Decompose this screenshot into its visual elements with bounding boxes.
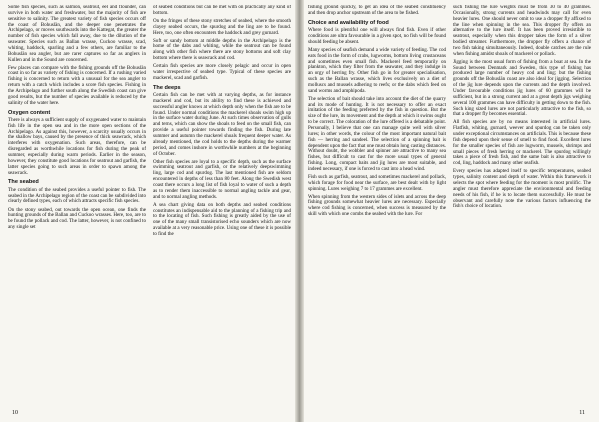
paragraph: such fishing the lure weights must be from 30 to 40 grammes. Occasionally, strong currents and headwinds may call for even heavier lures. One should never omit to use a dropper fly affixed to the line when spinning in the sea. This dropper fly offers an alternative to the lure itself. It has been proved irresistible to seatrout, especially when this dropper takes the form of a silver bodied streamer. Furthermore, the dropper fly offers a chance of two fish taking simultaneously. Indeed, double catches are the rule when fishing amidst shoals of mackerel or pollack. xyxy=(453,5,591,57)
paragraph: On the stony seabed, out towards the open ocean, one finds the hunting grounds of the Ballan and Cuckoo wrasses. Here, too, are to be found the pollack and cod. The latter, however, is not confined to any single set xyxy=(8,206,146,231)
paragraph: On the fringes of these stony stretches of seabed, where the smooth clayey seabed occurs, the spurdog and the ling are to be found. Here, too, one often encounters the haddock and grey gurnard. xyxy=(153,17,291,36)
paragraph: Some fish species, such as salmon, seatrout, eel and flounder, can survive in both water and freshwater, but the majority of fish are sensitive to salinity. The greatest variety of fish species occurs off the coast of Bohuslän, and the deeper one penetrates the Archipelago, or moves southwards into the Kattegat, the greater the number of fish species which fall away, due to the dilution of the seawater. Species such as Ballan wrasse, Cuckoo wrasse, scad, whiting, haddock, sparling and a few others, are familiar to the Bohuslän sea angler, but are rarer captures so far as anglers in Kullen and in the Sound are concerned. xyxy=(8,5,146,63)
paragraph: Jigging is the most usual form of fishing from a boat at sea. In the Sound between Denmark and Sweden, this type of fishing has produced large number of heavy cod and ling; but the fishing grounds off the Bohuslän coast are also ideal for jigging. Selection of the jig lure depends upon the currents and the depth involved. Under favourable conditions jig lures of 60 grammes will be sufficient, but in a strong current and at a great depth jigs weighing several 100 grammes can have difficulty in getting down to the fish. Such king sized lures are not particularly attractive to the fish, so that a dropper fly becomes essential. xyxy=(453,58,591,118)
paragraph: Certain fish species are more closely pelagic and occur in open water irrespective of seabed type. Typical of these species are mackerel, scad and garfish. xyxy=(153,63,291,81)
page-number-right: 11 xyxy=(579,410,585,416)
section-heading-deeps: The deeps xyxy=(153,84,181,91)
paragraph: Where food is plentiful one will always find fish. Even if other conditions are ultra favourable in a given spot, no fish will be found should feeding be absent. xyxy=(308,27,446,45)
paragraph: Few places can compare with the fishing grounds off the Bohuslän coast in so far as variety of fishing is concerned. If a rushing varied fishing is concerned to return with a unusual for the sea angler to return with a catch which includes a score fish species. Fishing in the Archipelago and further south along the Swedish coast can give good results, but the number of species available is reduced by the salinity of the water here. xyxy=(8,64,146,106)
section-heading-food: Choice and availability of food xyxy=(308,19,389,26)
paragraph: Every species has adapted itself to specific temperatures, seabed types, salinity content and depth of water. Within this framework it selects the spot where feeding for the moment is most prolific. The angler must therefore appreciate the environmental and feeding needs of his fish, if he is to locate them successfully. He must be observant and carefully note the various factors influencing the fish's choice of location. xyxy=(453,168,591,210)
paragraph: The condition of the seabed provides a useful pointer to fish. The seabed in the Archipelago region of the coast can be subdivided into clearly defined types, each of which attracts specific fish species. xyxy=(8,186,146,205)
right-page xyxy=(302,0,599,422)
left-page-columns xyxy=(8,5,291,405)
section-heading-oxygen: Oxygen content xyxy=(8,109,51,116)
right-page-columns xyxy=(308,5,591,405)
page-number-left: 10 xyxy=(12,410,18,416)
left-page xyxy=(0,0,297,422)
paragraph: Soft or sandy bottom at middle depths in the Archipelago is the home of the dabs and whiting, while the seatrout can be found along with other fish where there are stony bottoms and soft clay bottom where there is seawrack and cod. xyxy=(153,37,291,62)
section-heading-seabed: The seabed xyxy=(8,179,39,186)
paragraph: Certain fish can be met with at varying depths, as for instance mackerel and cod, but its ability to find these is achieved and successful angler knows at which depth only when the fish are to be found. Under normal conditions the mackerel shoals swim high up in the surface water during June. At such times observation of gulls and terns, which can show the shoals to feed on the small fish, can provide a useful pointer towards finding the fish. During late summer and autumn the mackerel shoals frequent deeper water. As already mentioned, the cod holds to the depths during the warmer period, and comes inshore in worthwhile numbers at the beginning of October. xyxy=(153,92,291,157)
paragraph: The selection of bait should take into account the diet of the quarry and its mode of hunting. It is not necessary to offer an exact imitation of the feeding preferred by the fish in question. But the size of the lure, its movement and the depth at which it swims ought to be correct. The coloration of the lure offered is a debatable point. Personally, I believe that one can manage quite well with silver lures; in other words, the colour of the most important natural bait fish — herring and sandeel. The selection of a spinning bait is dependent upon the fact that one must obtain long casting distances. Without doubt, the wobbler and spinner are attractive to many sea fishes, but difficult to cast for the more usual types of general fishing. Long, compact baits and jig lures are most suitable, and indeed necessary, if one is forced to cast into a head wind. xyxy=(308,95,446,172)
right-column-2 xyxy=(453,5,591,405)
left-column-2 xyxy=(153,5,291,405)
paragraph: There is always a sufficient supply of oxygenated water to maintain fish life in the open sea and in the more open sections of the Archipelago. As against this, however, a scarcity usually occurs in the shallow bays, caused by the presence of thick seawrack, which interferes with oxygenation. Such areas, therefore, can be disregarded as worthwhile locations for fish during the peak of summer, especially during warm periods. Earlier in the season, however, they constitute good locations for seatrout and garfish, the latter species going to such areas in order to spawn among the seawrack. xyxy=(8,116,146,176)
paragraph: Many species of seafish demand a wide variety of feeding. The cod eats food in the form of crabs, lugworms, bottom living crustaceans and sometimes even small fish. Mackerel feed temporarily on plankton, which they filter from the seawater, and they indulge in an orgy of herring fry. Other fish go in for greater specialisation, such as the Ballan wrasse, which lives exclusively on a diet of molluscs and mussels adhering to reefs; or the dabs which feed on sand worms and amphipoda. xyxy=(308,46,446,94)
paragraph: When spinning from the western sides of islets and across the deep fishing grounds somewhat heavier lures are necessary. Especially where cod fishing is concerned, when success is measured by the skill with which one combs the seabed with the lure. For xyxy=(308,193,446,218)
left-column-1 xyxy=(8,5,146,405)
paragraph: A sea chart giving data on both depths and seabed conditions constitutes an indispensable aid to the planning of a fishing trip and to the locating of fish. Such fishing is greatly aided by the use of one of the many small transistorised echo sounders which are now available at a very reasonable price. Using one of these it is possible to find the xyxy=(153,201,291,237)
right-column-1 xyxy=(308,5,446,405)
paragraph: Other fish species are loyal to a specific depth, such as the surface swimming seatrout and garfish, or the relatively deepswimming ling, large cod and spurdog. The last mentioned fish are seldom encountered in depths of less than 80 feet. Along the Swedish west coast there occurs a long list of fish loyal to water of such a depth as to render them inaccessible to normal angling tackle and gear, and to normal angling methods. xyxy=(153,158,291,200)
paragraph: All fish species are by no means interested in artificial lures. Flatfish, whiting, gurnard, weever and spurdog can be taken only under exceptional circumstances on artificials. This is because these fish depend upon their sense of smell to find food. Excellent lures for the smaller species of fish are lugworm, mussels, shrimps and small pieces of fresh herring or mackerel. The spurdog willingly takes a piece of fresh fish, and the same bait is also attractive to cod, ling, haddock and many other seafish. xyxy=(453,119,591,167)
paragraph: of seabed conditions but can be met with on practically any kind of bottom. xyxy=(153,5,291,16)
paragraph: fishing ground quickly, to get an idea of the seabed constituency and then drop anchor upstream of the area to be fished. xyxy=(308,5,446,16)
paragraph: Fish such as garfish, seatrout, and sometimes mackerel and pollack, which forage for food near the surface, are best dealt with by light spinning. Lures weighing 7 to 17 grammes are excellent. xyxy=(308,173,446,192)
